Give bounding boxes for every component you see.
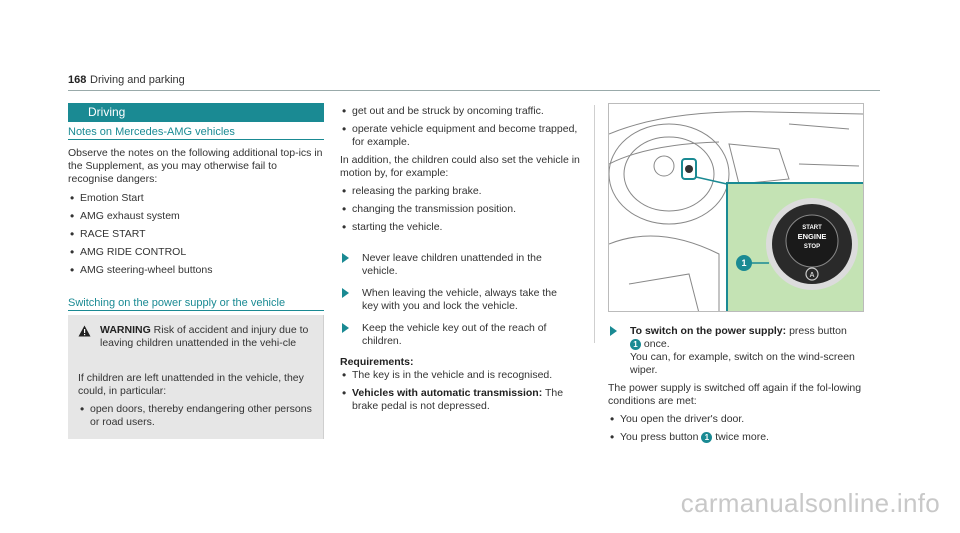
middle-steps bbox=[340, 252, 575, 348]
danger-list bbox=[340, 105, 580, 149]
list-item: • changing the transmission position. bbox=[340, 203, 580, 216]
warning-title: WARNING bbox=[100, 324, 151, 336]
notes-body bbox=[68, 147, 324, 282]
step-text: Keep the vehicle key out of the reach of children. bbox=[362, 322, 547, 347]
warning-header bbox=[100, 324, 315, 350]
switch-heading-rule bbox=[68, 310, 324, 311]
callout-number: 1 bbox=[701, 432, 712, 443]
list-item: • AMG steering-wheel buttons bbox=[68, 264, 324, 277]
right-text bbox=[608, 325, 878, 449]
list-item bbox=[340, 387, 585, 413]
step bbox=[340, 322, 575, 348]
list-item: • releasing the parking brake. bbox=[340, 185, 580, 198]
button-label-stop: STOP bbox=[803, 244, 821, 250]
motion-list bbox=[340, 185, 580, 234]
step bbox=[340, 287, 575, 313]
warning-box-edge bbox=[323, 315, 324, 439]
warning-text: Risk of accident and injury due to leaving children unattended in the vehi-cle bbox=[100, 324, 309, 349]
requirements-title: Requirements: bbox=[340, 356, 414, 368]
step-text: press button bbox=[789, 325, 847, 337]
requirements-list bbox=[340, 369, 585, 413]
notes-heading: Notes on Mercedes-AMG vehicles bbox=[68, 126, 235, 138]
step-bold: To switch on the power supply: bbox=[630, 325, 787, 337]
step-text: once. bbox=[643, 338, 670, 350]
req-text: The brake pedal is not depressed. bbox=[352, 387, 564, 412]
list-item: • The key is in the vehicle and is recognised. bbox=[340, 369, 585, 382]
section-banner: Driving bbox=[68, 103, 324, 122]
svg-text:A: A bbox=[809, 272, 815, 279]
step bbox=[608, 325, 878, 377]
step-text: When leaving the vehicle, always take the key with you and lock the vehicle. bbox=[362, 287, 557, 312]
middle-top bbox=[340, 105, 580, 239]
list-item: • AMG RIDE CONTROL bbox=[68, 246, 324, 259]
arrow-icon bbox=[342, 253, 349, 263]
page-number: 168 bbox=[68, 74, 87, 86]
addition-text: In addition, the children could also set the vehicle in motion by, for example: bbox=[340, 154, 580, 179]
switch-heading: Switching on the power supply or the vehicle bbox=[68, 297, 286, 309]
list-item: • AMG exhaust system bbox=[68, 210, 324, 223]
list-text: You press button bbox=[620, 431, 699, 443]
button-label-start: START bbox=[802, 225, 822, 231]
header-rule bbox=[68, 90, 880, 91]
list-item: • You open the driver's door. bbox=[608, 413, 878, 426]
warning-body: If children are left unattended in the vehicle, they could, in particular: bbox=[78, 372, 304, 397]
requirements bbox=[340, 356, 585, 418]
notes-intro: Observe the notes on the following additional top-ics in the Supplement, as you may otherwise fail to recognise dangers: bbox=[68, 147, 323, 185]
list-item: • open doors, thereby endangering other persons or road users. bbox=[78, 403, 314, 429]
button-label-engine: ENGINE bbox=[797, 232, 827, 241]
off-conditions-list bbox=[608, 413, 878, 444]
warning-box bbox=[68, 315, 324, 439]
off-text: The power supply is switched off again if the fol-lowing conditions are met: bbox=[608, 382, 862, 407]
notes-heading-rule bbox=[68, 139, 324, 140]
callout-number: 1 bbox=[741, 258, 747, 268]
warning-box-edge bbox=[594, 105, 595, 343]
watermark: carmanualsonline.info bbox=[680, 488, 940, 518]
list-item: • starting the vehicle. bbox=[340, 221, 580, 234]
arrow-icon bbox=[342, 288, 349, 298]
list-item: • Emotion Start bbox=[68, 192, 324, 205]
list-item: • RACE START bbox=[68, 228, 324, 241]
warning-content bbox=[78, 372, 314, 434]
list-item bbox=[608, 431, 878, 444]
list-text: twice more. bbox=[715, 431, 769, 443]
arrow-icon bbox=[610, 326, 617, 336]
engine-start-illustration bbox=[608, 103, 864, 312]
step bbox=[340, 252, 575, 278]
callout-number: 1 bbox=[630, 339, 641, 350]
section-title: Driving and parking bbox=[90, 74, 185, 86]
notes-list bbox=[68, 192, 324, 277]
warning-icon bbox=[78, 325, 91, 341]
step-text: Never leave children unattended in the vehicle. bbox=[362, 252, 542, 277]
req-bold: Vehicles with automatic transmission: bbox=[352, 387, 543, 399]
list-item: • get out and be struck by oncoming traffic. bbox=[340, 105, 580, 118]
warning-list bbox=[78, 403, 314, 429]
dashboard-drawing bbox=[609, 104, 864, 312]
arrow-icon bbox=[342, 323, 349, 333]
step-note: You can, for example, switch on the wind-screen wiper. bbox=[630, 351, 855, 376]
list-item: • operate vehicle equipment and become trapped, for example. bbox=[340, 123, 580, 149]
